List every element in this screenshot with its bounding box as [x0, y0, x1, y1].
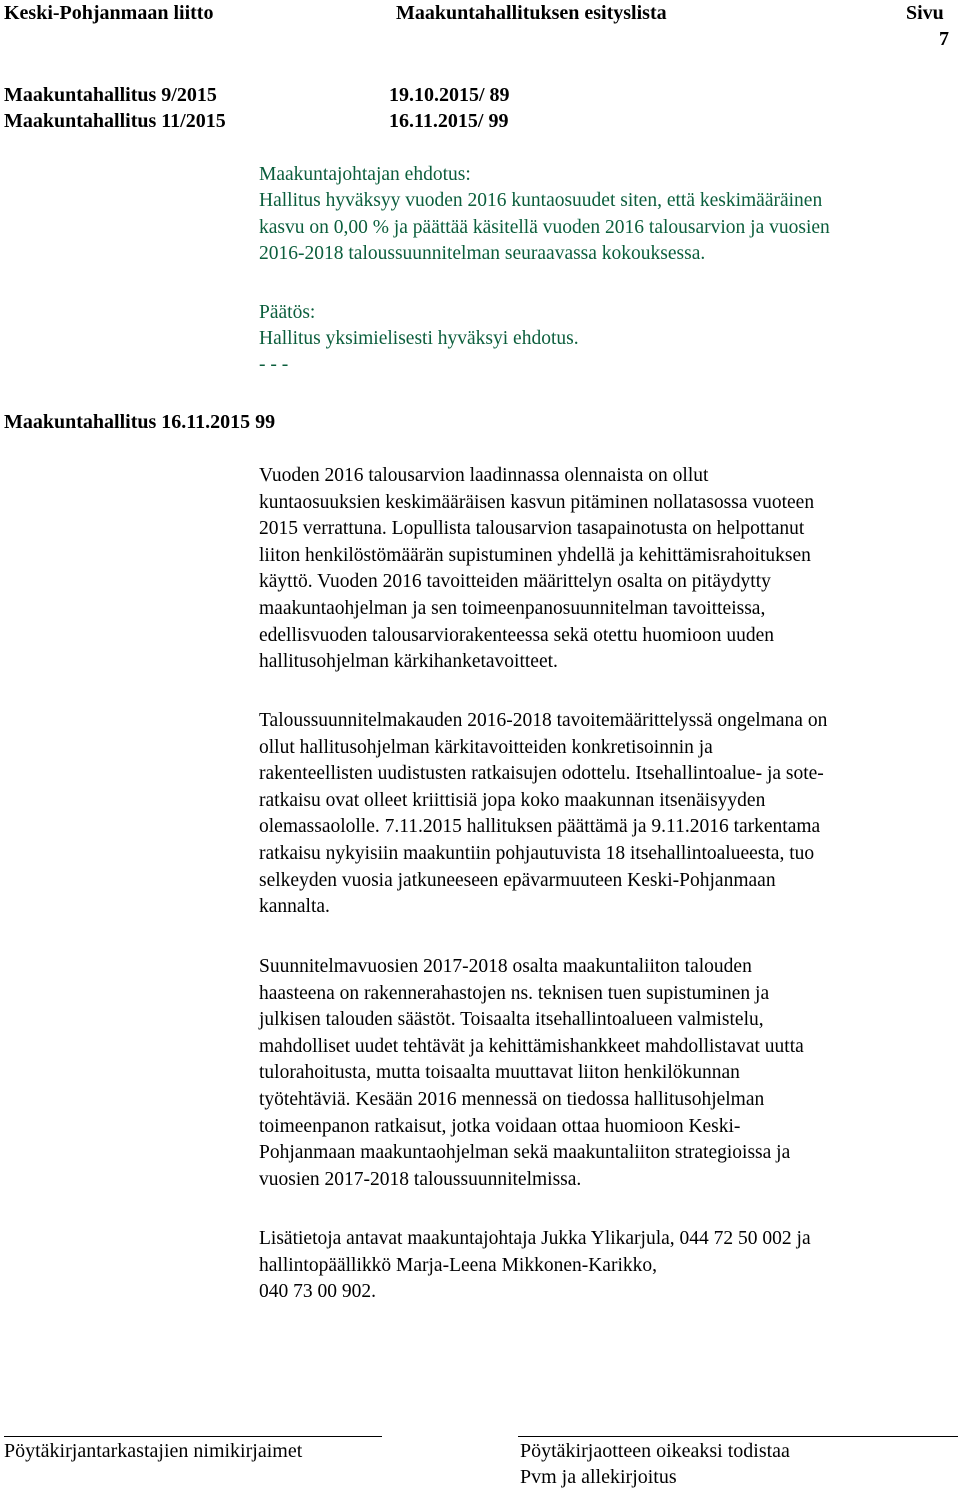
meeting-body-2: Maakuntahallitus 11/2015: [4, 110, 226, 132]
decision-text: Hallitus yksimielisesti hyväksyi ehdotus.: [259, 328, 579, 349]
meeting-body-1: Maakuntahallitus 9/2015: [4, 84, 217, 106]
proposal-heading: Maakuntajohtajan ehdotus:: [259, 164, 471, 185]
decision-separator: - - -: [259, 354, 289, 375]
footer-initials-label: Pöytäkirjantarkastajien nimikirjaimet: [4, 1440, 303, 1462]
meeting-ref-1: 19.10.2015/ 89: [389, 84, 510, 106]
footer-rule-left: [4, 1436, 382, 1437]
org-name: Keski-Pohjanmaan liitto: [4, 2, 214, 24]
footer-certification-label: Pöytäkirjaotteen oikeaksi todistaa: [520, 1440, 790, 1462]
document-title: Maakuntahallituksen esityslista: [396, 2, 667, 24]
decision-heading: Päätös:: [259, 302, 316, 323]
paragraph-budget-2016: Vuoden 2016 talousarvion laadinnassa olennaista on ollut kuntaosuuksien keskimääräisen kasvun pitäminen nollatasossa vuoteen 2015 verrattuna. Lopullista talousarvion tasapainotusta on helpottanut liiton henkilöstömäärän supistuminen yhdellä ja kehittämisrahoituksen käyttö. Vuoden 2016 tavoitteiden määrittelyn osalta on pitäydytty maakuntaohjelman ja sen toimeenpanosuunnitelman tavoitteissa, edellisvuoden talousarviorakenteessa sekä otettu huomioon uuden hallitusohjelman kärkihanketavoitteet.: [259, 465, 815, 673]
page-number: 7: [939, 28, 949, 50]
footer-rule-right: [518, 1436, 958, 1437]
proposal-text: Hallitus hyväksyy vuoden 2016 kuntaosuudet siten, että keskimääräinen kasvu on 0,00 % ja päättää käsitellä vuoden 2016 talousarvion ja vuosien 2016-2018 taloussuunnitelman seuraavassa kokouksessa.: [259, 190, 830, 265]
meeting-ref-2: 16.11.2015/ 99: [389, 110, 509, 132]
paragraph-plan-2016-2018: Taloussuunnitelmakauden 2016-2018 tavoitemäärittelyssä ongelmana on ollut hallitusohjelman kärkitavoitteiden konkretisoinnin ja rakenteellisten uudistusten ratkaisujen odottelu. Itsehallintoalue- ja sote- ratkaisu ovat olleet kriittisiä jopa koko maakunnan itsenäisyyden olemassaololle. 7.11.2015 hallituksen päättämä ja 9.11.2016 tarkentama ratkaisu nykyisiin maakuntiin pohjautuvista 18 itsehallintoalueesta, tuo selkeyden vuosia jatkuneeseen epävarmuuteen Keski-Pohjanmaan kannalta.: [259, 710, 828, 918]
section-reference: Maakuntahallitus 16.11.2015 99: [4, 411, 276, 433]
paragraph-contact-info: Lisätietoja antavat maakuntajohtaja Jukka Ylikarjula, 044 72 50 002 ja hallintopäällikkö Marja-Leena Mikkonen-Karikko, 040 73 00 902.: [259, 1228, 811, 1303]
paragraph-plan-2017-2018: Suunnitelmavuosien 2017-2018 osalta maakuntaliiton talouden haasteena on rakennerahastojen ns. teknisen tuen supistuminen ja julkisen talouden säästöt. Toisaalta itsehallintoalueen valmistelu, mahdolliset uudet tehtävät ja kehittämishankkeet mahdollistavat uutta tulorahoitusta, mutta toisaalta muuttavat liiton henkilökunnan työtehtäviä. Kesään 2016 mennessä on tiedossa hallitusohjelman toimeenpanon ratkaisut, jotka voidaan ottaa huomioon Keski- Pohjanmaan maakuntaohjelman sekä maakuntaliiton strategioissa ja vuosien 2017-2018 taloussuunnitelmissa.: [259, 956, 804, 1190]
footer-date-signature-label: Pvm ja allekirjoitus: [520, 1466, 677, 1488]
page-label: Sivu: [906, 2, 944, 24]
